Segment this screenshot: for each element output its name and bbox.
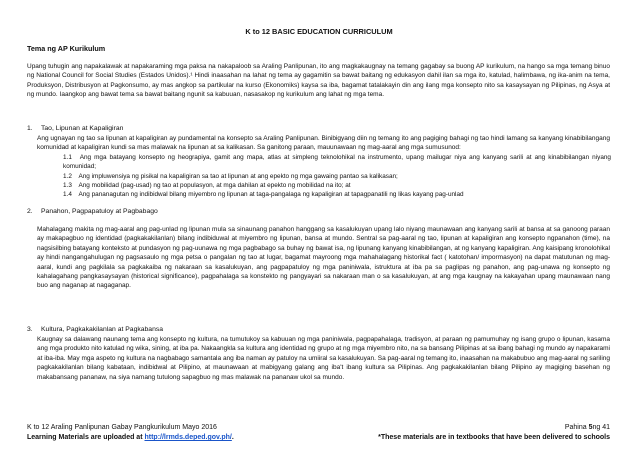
intro-paragraph: Upang tuhugin ang napakalawak at napakaraming mga paksa na nakapaloob sa Araling Panlipunan, ito ang magkakaugnay na temang gagabay sa buong AP kurikulum, na hango sa mga temang binuo ng National Council for Social Studies (Estados Unidos).¹ Hindi inaasahan na lahat ng tema ay gagamitin sa bawat baitang ng edukasyon dahil ilan sa mga ito, katulad, halimbawa, ng ika-anim na tema, Produksyon, Distribusyon at Pagkonsumo, ay mas angkop sa partikular na kurso (Ekonomiks) kaysa sa iba, bagamat tatalakayin din ang ilang mga konsepto nito sa kasaysayan ng Pilipinas, ng Asya at ng mundo. Iaangkop ang bawat tema sa bawat baitang ngunit sa kabuuan, nasasakop ng kurikulum ang lahat ng mga tema.: [27, 63, 610, 99]
footer-document-info: K to 12 Araling Panlipunan Gabay Pangkurikulum Mayo 2016: [27, 424, 217, 431]
subitem-text: Ang impluwensiya ng pisikal na kapaligiran sa tao at lipunan at ang epekto ng mga gawaing pantao sa kalikasan;: [78, 173, 398, 180]
subitem-number: 1.1: [63, 154, 72, 161]
document-title: K to 12 BASIC EDUCATION CURRICULUM: [245, 27, 393, 36]
lm-text: Learning Materials are uploaded at: [27, 434, 145, 441]
section-3-title-text: Kultura, Pagkakakilanlan at Pagkabansa: [41, 326, 164, 333]
subitem-number: 1.3: [63, 182, 72, 189]
page-prefix: Pahina: [564, 424, 589, 431]
subitem-text: Ang pananagutan ng indibidwal bilang miyembro ng lipunan at taga-pangalaga ng kapaligiran at tapagpanatili ng likas kayang pag-unlad: [78, 191, 464, 198]
section-2-title-text: Panahon, Pagpapatuloy at Pagbabago: [41, 208, 158, 215]
section-2-number: 2.: [27, 208, 33, 215]
section-1-title-text: Tao, Lipunan at Kapaligiran: [41, 125, 124, 132]
section-3-title: [27, 326, 163, 333]
section-3-body: Kaugnay sa dalawang naunang tema ang konsepto ng kultura, na tumutukoy sa kabuuan ng mga paniniwala, pagpapahalaga, tradisyon, at paraan ng pamumuhay ng isang grupo o lipunan, kasama ang mga produkto nito katulad ng wika, sining, at iba pa. Nakaangkla sa kultura ang identidad ng grupo at ng mga miyembro nito, na sa bansang Pilipinas at sa ibang bahagi ng mundo ay napakarami at iba-iba. May mga aspeto ng kultura na nagbabago samantala ang iba naman ay patuloy na umiiral sa kasalukuyan. Sa pag-aaral ng temang ito, inaasahan na makabubuo ang mag-aaral ng sariling pagkakakilanlan bilang kabataan, indibidwal at Pilipino, at maunawaan at mabigyang galang ang iba't ibang kultura sa Pilipinas. Ang pagkakakilanlan bilang Pilipino ay magiging basehan ng makabansang pananaw, na siya namang tutulong sapagbuo ng mas malawak na pananaw ukol sa mundo.: [37, 336, 610, 381]
subitem-number: 1.2: [63, 173, 72, 180]
subitem-1-2: [63, 172, 611, 181]
subitem-number: 1.4: [63, 191, 72, 198]
current-page: 5: [588, 424, 593, 431]
lrmds-link[interactable]: http://lrmds.deped.gov.ph/: [144, 434, 232, 441]
page-suffix: ng 41: [592, 424, 610, 431]
subitem-1-4: [63, 190, 611, 199]
section-2-body: Mahalagang makita ng mag-aaral ang pag-unlad ng lipunan mula sa sinaunang panahon hanggang sa kasalukuyan upang lalo niyang maunawaan ang kanyang sarili at bansa at sa ganoong paraan ay makapagbuo ng identidad (pagkakakilanlan) bilang indibiduwal at miyembro ng lipunan, bansa at mundo. Sentral sa pag-aaral ng tao, lipunan at kapaligiran ang konsepto ngpanahon (time), na nagsisilbing batayang konteksto at pundasyon ng pag-uunawa ng mga pagbabago sa buhay ng bawat isa, ng lipunang kanyang kinabibilangan, at ng kanyang kapaligiran. Ang kaisipang kronolohikal ay hindi nangangahulugan ng pagsasaulo ng mga petsa o pangalan ng tao at lugar, bagamat mayroong mga mahahalagang historikal fact ( katotohan/ impormasyon) na dapat matutunan ng mag-aaral, kundi ang pagkilala sa pagkakaiba ng nakaraan sa kasalukuyan, ang pagpapatuloy ng mga paniniwala, istruktura at iba pa sa paglipas ng panahon, ang pag-unawa ng konsepto ng kahalagahang pangkasaysayan (historical significance), pagpahalaga sa konstekto ng pangyayari sa nakaraan man o sa kasalukuyan, at ang mga kaugnay na kakayahan upang maunawaan nang buo ang naganap at nagaganap.: [37, 226, 610, 290]
section-1-body: Ang ugnayan ng tao sa lipunan at kapaligiran ay pundamental na konsepto sa Araling Panlipunan. Binibigyang diin ng temang ito ang pagiging bahagi ng tao hindi lamang sa kanyang kinabibilangang komunidad at kapaligiran kundi sa mas malawak na lipunan at sa kalikasan. Sa ganitong paraan, mauunawaan ng mag-aaral ang mga sumusunod:: [37, 135, 610, 152]
subitem-text: Ang mga batayang konsepto ng heograpiya, gamit ang mapa, atlas at simpleng teknolohikal na instrumento, upang mailugar niya ang kanyang sarili at ang kinabibilangan niyang komunidad;: [63, 154, 611, 171]
subitem-text: Ang mobilidad (pag-usad) ng tao at populasyon, at mga dahilan at epekto ng mobilidad na ito; at: [78, 182, 351, 189]
section-2-title: [27, 208, 158, 215]
footer-textbook-note: *These materials are in textbooks that have been delivered to schools: [378, 434, 610, 441]
lm-period: .: [231, 434, 234, 441]
section-1-title: [27, 125, 123, 132]
subitem-1-3: [63, 181, 611, 190]
section-3-number: 3.: [27, 326, 33, 333]
subitem-1-1: [63, 153, 611, 172]
footer-page-number: [565, 424, 610, 431]
section-1-number: 1.: [27, 125, 33, 132]
footer-learning-materials: [27, 434, 234, 441]
section-heading: Tema ng AP Kurikulum: [27, 44, 106, 53]
